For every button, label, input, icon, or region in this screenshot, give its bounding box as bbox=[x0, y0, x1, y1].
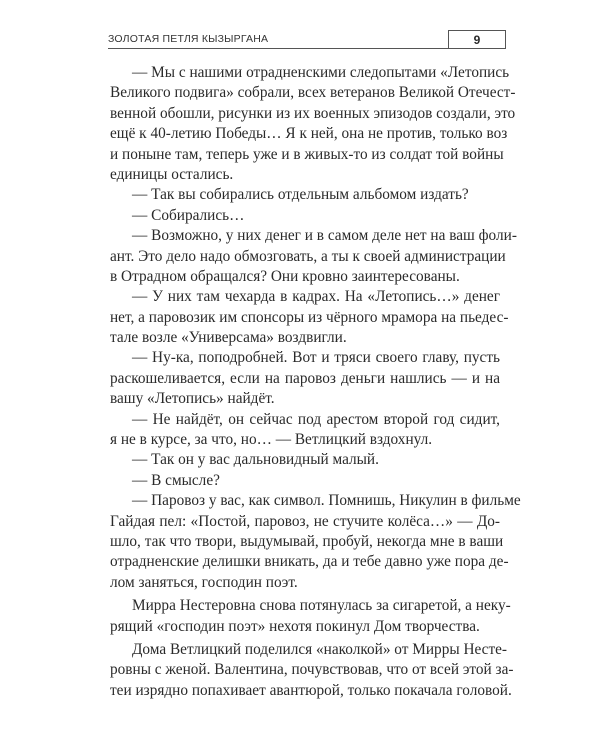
text-line: рящий «господин поэт» нехотя покинул Дом творчества. bbox=[110, 617, 480, 635]
text-line: теи изрядно попахивает авантюрой, только покачала головой. bbox=[110, 681, 512, 699]
paragraph bbox=[110, 491, 521, 593]
text-line: — Так вы собирались отдельным альбомом издать? bbox=[132, 186, 469, 204]
text-line: — Ну-ка, поподробней. Вот и тряси своего главу, пусть bbox=[132, 349, 500, 367]
paragraph bbox=[110, 596, 511, 637]
text-line: Гайдая пел: «Постой, паровоз, не стучите колёса…» — До- bbox=[110, 512, 500, 530]
paragraph bbox=[110, 63, 516, 185]
paragraph bbox=[110, 206, 500, 226]
text-line: — В смысле? bbox=[132, 471, 220, 489]
text-line: в Отрадном обращался? Они кровно заинтересованы. bbox=[110, 267, 460, 285]
paragraph bbox=[110, 450, 500, 470]
text-line: Дома Ветлицкий поделился «наколкой» от Мирры Несте- bbox=[132, 640, 508, 658]
text-line: Великого подвига» собрали, всех ветеранов Великой Отечест- bbox=[110, 84, 516, 102]
text-line: — Паровоз у вас, как символ. Помнишь, Никулин в фильме bbox=[132, 492, 521, 510]
paragraph bbox=[110, 471, 500, 491]
paragraph bbox=[110, 185, 500, 205]
text-line: шло, так что твори, выдумывай, пробуй, некогда мне в ваши bbox=[110, 532, 504, 550]
text-line: — Мы с нашими отрадненскими следопытами «Летопись bbox=[132, 64, 510, 81]
book-title: ЗОЛОТАЯ ПЕТЛЯ КЫЗЫРГАНА bbox=[108, 33, 269, 45]
running-header bbox=[108, 28, 506, 49]
text-line: вашу «Летопись» найдёт. bbox=[110, 390, 275, 408]
text-line: — Возможно, у них денег и в самом деле нет на ваш фоли- bbox=[132, 227, 517, 245]
paragraph bbox=[110, 640, 514, 701]
paragraph bbox=[110, 287, 509, 348]
text-line: нет, а паровозик им спонсоры из чёрного мрамора на пьедес- bbox=[110, 308, 509, 326]
text-line: отрадненские делишки вникать, да и тебе давно уже пора де- bbox=[110, 553, 509, 571]
text-line: я не в курсе, за что, но… — Ветлицкий вздохнул. bbox=[110, 431, 433, 449]
paragraph bbox=[110, 410, 500, 451]
text-line: ровны с женой. Валентина, почувствовав, что от всей этой за- bbox=[110, 661, 514, 679]
paragraph bbox=[110, 348, 500, 409]
text-line: ант. Это дело надо обмозговать, а ты к своей администрации bbox=[110, 247, 506, 265]
text-line: и поныне там, теперь уже и в живых-то из солдат той войны bbox=[110, 145, 504, 163]
paragraph bbox=[110, 226, 517, 287]
text-line: тале возле «Универсама» воздвигли. bbox=[110, 329, 347, 347]
text-line: лом заняться, господин поэт. bbox=[110, 573, 298, 591]
text-line: раскошеливается, если на паровоз деньги нашлись — и на bbox=[110, 369, 500, 387]
text-line: — У них там чехарда в кадрах. На «Летопись…» денег bbox=[132, 288, 500, 306]
body-text bbox=[110, 63, 521, 701]
text-line: — Собирались… bbox=[132, 206, 245, 224]
text-line: венной обошли, рисунки из их военных эпизодов создали, это bbox=[110, 104, 516, 122]
text-line: единицы остались. bbox=[110, 165, 234, 183]
page-number: 9 bbox=[448, 30, 506, 48]
text-line: Мирра Нестеровна снова потянулась за сигаретой, а неку- bbox=[132, 597, 511, 615]
text-line: — Не найдёт, он сейчас под арестом второй год сидит, bbox=[132, 410, 500, 428]
text-line: ещё к 40-летию Победы… Я к ней, она не против, только воз bbox=[110, 125, 508, 143]
text-line: — Так он у вас дальновидный малый. bbox=[132, 451, 379, 469]
